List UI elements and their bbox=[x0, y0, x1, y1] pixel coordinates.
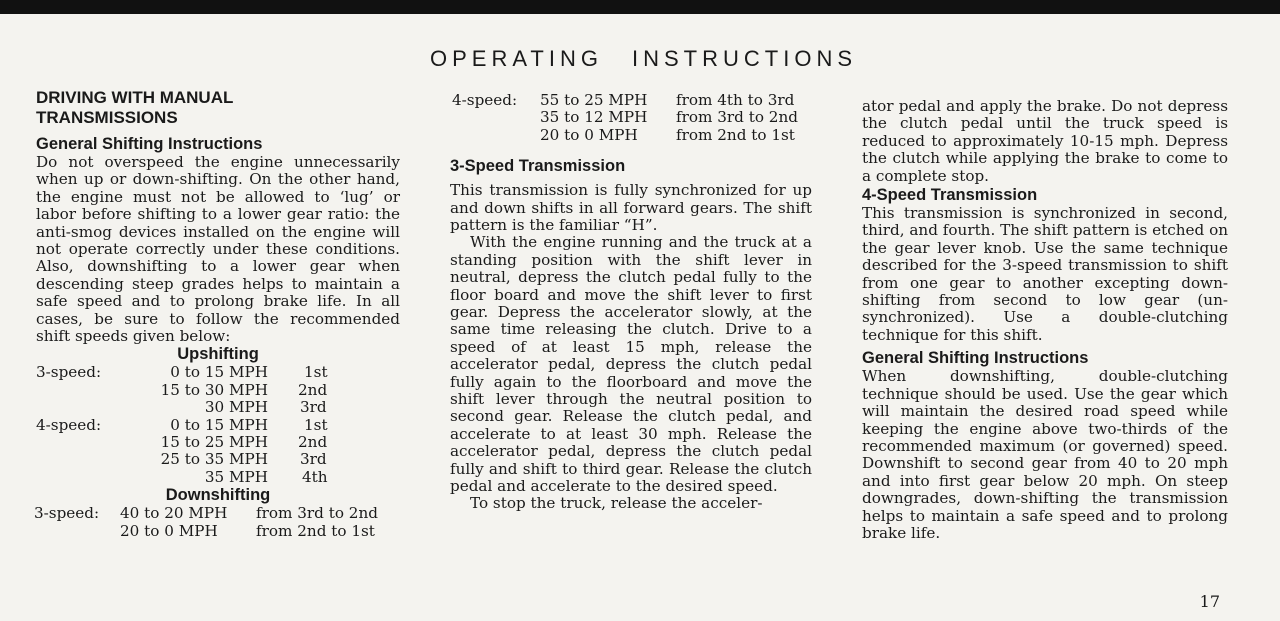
section-heading-line-2: TRANSMISSIONS bbox=[36, 108, 178, 127]
table-row: 25 to 35 MPH 3rd bbox=[160, 450, 327, 469]
downshifting-table bbox=[36, 505, 400, 540]
downshifting-4speed-table bbox=[450, 92, 812, 144]
page-number: 17 bbox=[1199, 592, 1220, 611]
heading-4-speed-transmission: 4-Speed Transmission bbox=[862, 186, 1038, 205]
paragraph-3speed-intro: This transmission is fully synchronized for up and down shifts in all forward gears. The shift pattern is the familiar “H”. bbox=[450, 181, 812, 234]
table-row: 35 to 12 MPH from 3rd to 2nd bbox=[540, 108, 798, 127]
paragraph-downshifting: When downshifting, double-clutching technique should be used. Use the gear which will maintain the desired road speed while keeping the engine above two-thirds of the recommended maximum (or governed) speed. Downshift to second gear from 40 to 20 mph and into first gear below 20 mph. On steep downgrades, down-shifting the transmission helps to maintain a safe speed and to prolong brake life. bbox=[862, 367, 1228, 542]
paragraph-stop-continued: ator pedal and apply the brake. Do not depress the clutch pedal until the truck speed is reduced to approximately 10-15 mph. Depress the clutch while applying the brake to come to a complete stop. bbox=[862, 97, 1228, 185]
table-row: 4-speed: 55 to 25 MPH from 4th to 3rd bbox=[452, 91, 795, 109]
table-row: 15 to 25 MPH 2nd bbox=[160, 433, 328, 452]
column-1 bbox=[36, 88, 400, 540]
table-row: 3-speed: 40 to 20 MPH from 3rd to 2nd bbox=[34, 504, 378, 523]
table-row: 35 MPH 4th bbox=[204, 467, 328, 486]
paragraph-3speed-procedure: With the engine running and the truck at a standing position with the shift lever in neutral, depress the clutch pedal fully to the floor board and move the shift lever to first gear. Depress the accelerator slowly, at the same time releasing the clutch. Drive to a speed of at least 15 mph, release the accelerator pedal, depress the clutch pedal fully again to the floorboard and move the shift lever through the neutral position to second gear. Release the clutch pedal, and accelerate to at least 30 mph. Release the accelerator pedal, depress the clutch pedal fully and shift to third gear. Release the clutch pedal and accelerate to the desired speed. bbox=[450, 233, 812, 496]
table-row: 4-speed: 0 to 15 MPH 1st bbox=[36, 415, 328, 434]
table-row: 30 MPH 3rd bbox=[204, 398, 327, 417]
section-heading-line-1: DRIVING WITH MANUAL bbox=[36, 88, 234, 107]
page-title-word-1: OPERATING bbox=[430, 46, 603, 71]
table-row: 20 to 0 MPH from 2nd to 1st bbox=[120, 521, 375, 540]
table-row: 3-speed: 0 to 15 MPH 1st bbox=[36, 363, 328, 382]
page-title-word-2: INSTRUCTIONS bbox=[632, 46, 857, 71]
paragraph-4speed: This transmission is synchronized in second, third, and fourth. The shift pattern is etched on the gear lever knob. Use the same technique described for the 3-speed transmission to shift from one gear to another excepting down-shifting from second to low gear (un-synchronized). Use a double-clutching technique for this shift. bbox=[862, 204, 1228, 344]
column-3 bbox=[862, 98, 1228, 542]
top-border bbox=[0, 0, 1280, 14]
heading-general-shifting-2: General Shifting Instructions bbox=[862, 349, 1089, 368]
paragraph-stop-truck: To stop the truck, release the acceler- bbox=[470, 494, 763, 513]
subheading-general-shifting: General Shifting Instructions bbox=[36, 135, 263, 153]
table-row: 20 to 0 MPH from 2nd to 1st bbox=[540, 125, 795, 144]
heading-3-speed-transmission: 3-Speed Transmission bbox=[450, 157, 626, 176]
upshifting-table bbox=[36, 364, 400, 486]
intro-paragraph: Do not overspeed the engine unnecessarily when up or down-shifting. On the other hand, the engine must not be allowed to ‘lug’ or labor before shifting to a lower gear ratio: the anti-smog devices installed on the engine will not operate correctly under these conditions. Also, downshifting to a lower gear when descending steep grades helps to maintain a safe speed and to prolong brake life. In all cases, be sure to follow the recommended shift speeds given below: bbox=[36, 153, 400, 346]
upshifting-heading: Upshifting bbox=[177, 345, 259, 364]
column-2 bbox=[450, 92, 812, 513]
downshifting-heading: Downshifting bbox=[165, 486, 271, 505]
table-row: 15 to 30 MPH 2nd bbox=[160, 380, 328, 399]
